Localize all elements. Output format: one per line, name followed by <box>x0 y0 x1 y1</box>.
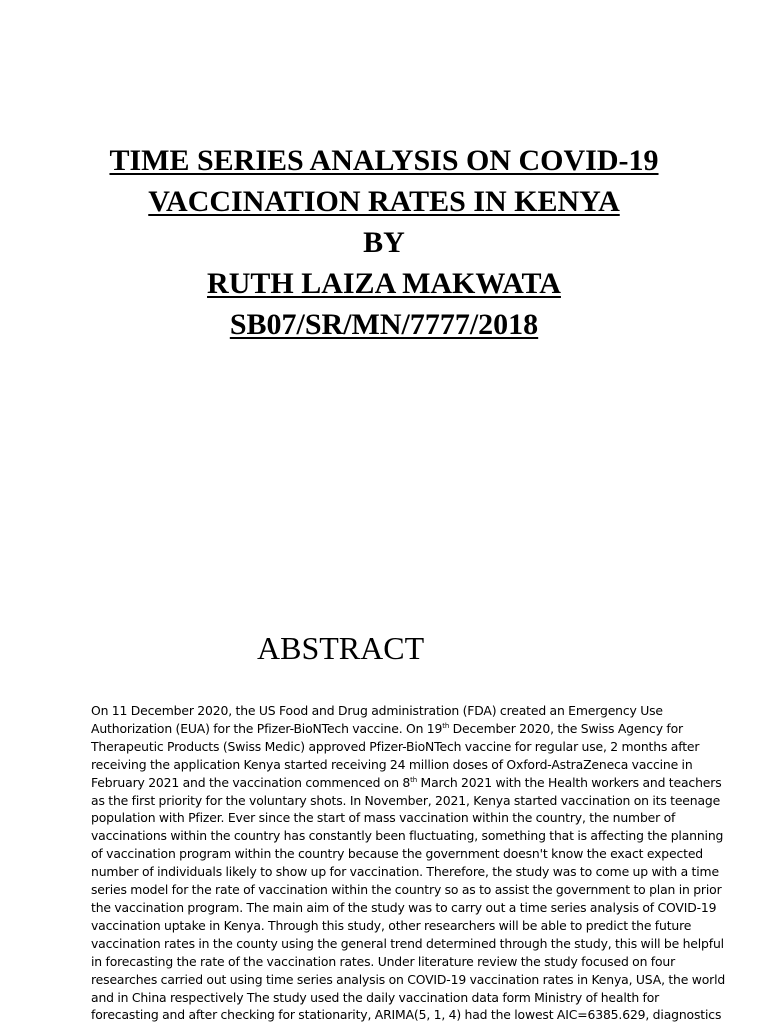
abstract-line: population with Pfizer. Ever since the start of mass vaccination within the country, the number of <box>91 810 676 826</box>
title-by: BY <box>363 226 405 259</box>
registration-number: SB07/SR/MN/7777/2018 <box>229 308 539 341</box>
superscript: th <box>442 721 450 730</box>
abstract-line: and in China respectively The study used the daily vaccination data form Ministry of health for <box>91 989 660 1005</box>
abstract-line: Authorization (EUA) for the Pfizer-BioNTech vaccine. On 19th December 2020, the Swiss Agency for <box>91 720 683 736</box>
abstract-line: Therapeutic Products (Swiss Medic) approved Pfizer-BioNTech vaccine for regular use, 2 months after <box>91 738 700 754</box>
abstract-line: forecasting and after checking for stationarity, ARIMA(5, 1, 4) had the lowest AIC=6385.629, diagnostics <box>91 1007 722 1023</box>
document-title <box>0 140 768 345</box>
title-line-1: TIME SERIES ANALYSIS ON COVID-19 <box>109 144 659 177</box>
abstract-body <box>91 702 725 1024</box>
abstract-line: receiving the application Kenya started receiving 24 million doses of Oxford-AstraZeneca vaccine in <box>91 756 693 772</box>
author-name: RUTH LAIZA MAKWATA <box>207 267 561 300</box>
abstract-line: vaccination uptake in Kenya. Through this study, other researchers will be able to predict the future <box>91 917 692 933</box>
abstract-line: On 11 December 2020, the US Food and Drug administration (FDA) created an Emergency Use <box>91 703 663 718</box>
title-line-2: VACCINATION RATES IN KENYA <box>148 185 620 218</box>
abstract-line: vaccination rates in the county using the general trend determined through the study, this will be helpful <box>91 935 724 951</box>
abstract-line: number of individuals likely to show up for vaccination. Therefore, the study was to come up with a time <box>91 864 719 880</box>
superscript: th <box>410 775 418 784</box>
abstract-heading: ABSTRACT <box>257 630 425 666</box>
abstract-line: as the first priority for the voluntary shots. In November, 2021, Kenya started vaccination on its teenage <box>91 792 721 808</box>
abstract-line: in forecasting the rate of the vaccination rates. Under literature review the study focused on four <box>91 953 676 969</box>
abstract-line: researches carried out using time series analysis on COVID-19 vaccination rates in Kenya, USA, the world <box>91 971 726 987</box>
abstract-line: the vaccination program. The main aim of the study was to carry out a time series analysis of COVID-19 <box>91 899 717 915</box>
abstract-line: series model for the rate of vaccination within the country so as to assist the government to plan in prior <box>91 882 722 898</box>
abstract-line: of vaccination program within the country because the government doesn't know the exact expected <box>91 846 704 862</box>
abstract-line: February 2021 and the vaccination commenced on 8th March 2021 with the Health workers and teachers <box>91 774 722 790</box>
abstract-line: vaccinations within the country has constantly been fluctuating, something that is affecting the planning <box>91 828 724 844</box>
